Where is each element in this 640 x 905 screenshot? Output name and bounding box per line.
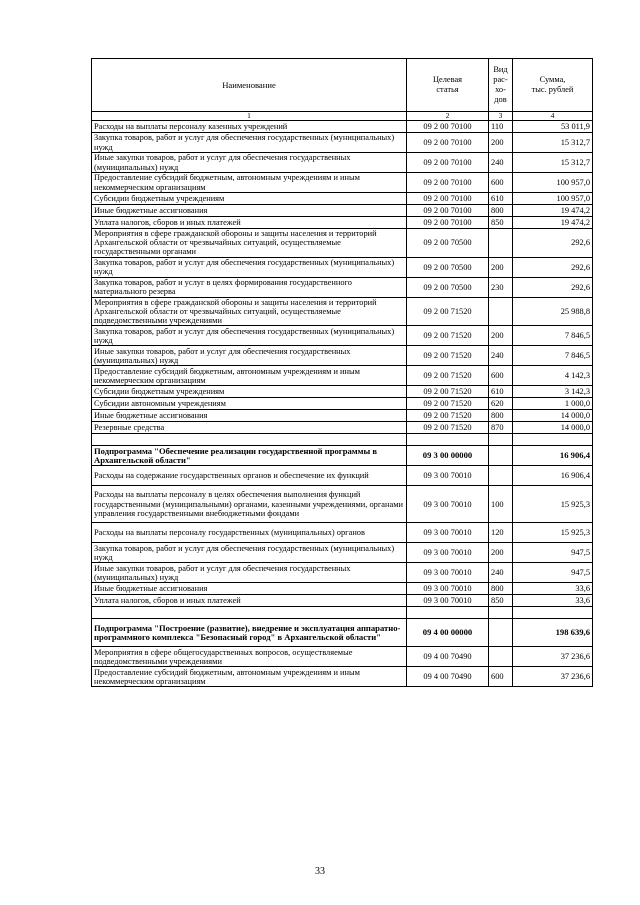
table-row [92, 257, 593, 277]
row-code-cell: 09 2 00 71520 [407, 410, 489, 422]
row-name-cell: Мероприятия в сфере гражданской обороны и защиты населения и территорий Архангельской области от чрезвычайных ситуаций, осуществляемые подведомственными учреждениями [92, 297, 407, 326]
row-sum-cell: 15 312,7 [513, 153, 593, 173]
table-row [92, 410, 593, 422]
row-name-cell: Субсидии бюджетным учреждениям [92, 386, 407, 398]
table-row [92, 563, 593, 583]
row-kind-cell: 610 [489, 193, 513, 205]
table-row [92, 523, 593, 543]
row-code-cell: 09 2 00 70100 [407, 153, 489, 173]
column-number-row [92, 112, 593, 121]
row-code-cell: 09 2 00 70100 [407, 205, 489, 217]
row-code-cell: 09 2 00 71520 [407, 398, 489, 410]
row-code-cell: 09 2 00 70100 [407, 193, 489, 205]
row-sum-cell: 19 474,2 [513, 217, 593, 229]
row-code-cell: 09 2 00 70100 [407, 121, 489, 133]
row-sum-cell: 1 000,0 [513, 398, 593, 410]
row-code-cell: 09 2 00 70100 [407, 133, 489, 153]
spacer-row [92, 607, 593, 619]
row-kind-cell: 240 [489, 153, 513, 173]
row-kind-cell: 200 [489, 326, 513, 346]
row-code-cell: 09 3 00 70010 [407, 563, 489, 583]
table-row [92, 346, 593, 366]
table-row [92, 543, 593, 563]
row-sum-cell: 4 142,3 [513, 366, 593, 386]
row-code-cell: 09 2 00 71520 [407, 297, 489, 326]
row-code-cell: 09 4 00 00000 [407, 619, 489, 647]
column-number: 1 [92, 112, 407, 121]
row-kind-cell [489, 647, 513, 667]
row-name-cell: Закупка товаров, работ и услуг для обеспечения государственных (муниципальных) нужд [92, 543, 407, 563]
row-kind-cell: 200 [489, 543, 513, 563]
row-kind-cell: 120 [489, 523, 513, 543]
row-name-cell: Подпрограмма "Построение (развитие), внедрение и эксплуатация аппаратно-программного комплекса "Безопасный город" в Архангельской области" [92, 619, 407, 647]
row-name-cell: Расходы на выплаты персоналу казенных учреждений [92, 121, 407, 133]
row-code-cell: 09 3 00 70010 [407, 466, 489, 486]
row-kind-cell: 850 [489, 217, 513, 229]
row-code-cell: 09 3 00 70010 [407, 486, 489, 523]
row-name-cell: Подпрограмма "Обеспечение реализации государственной программы в Архангельской области" [92, 446, 407, 466]
row-kind-cell [489, 297, 513, 326]
row-code-cell: 09 2 00 70500 [407, 257, 489, 277]
row-kind-cell: 100 [489, 486, 513, 523]
row-code-cell: 09 3 00 00000 [407, 446, 489, 466]
row-name-cell: Уплата налогов, сборов и иных платежей [92, 595, 407, 607]
row-kind-cell: 800 [489, 583, 513, 595]
table-row [92, 193, 593, 205]
row-code-cell: 09 2 00 71520 [407, 366, 489, 386]
row-code-cell: 09 2 00 71520 [407, 326, 489, 346]
row-name-cell: Мероприятия в сфере общегосударственных вопросов, осуществляемые подведомственными учреждениями [92, 647, 407, 667]
row-sum-cell [513, 607, 593, 619]
row-code-cell: 09 2 00 71520 [407, 386, 489, 398]
row-name-cell: Предоставление субсидий бюджетным, автономным учреждениям и иным некоммерческим организациям [92, 366, 407, 386]
table-row [92, 398, 593, 410]
row-name-cell: Субсидии автономным учреждениям [92, 398, 407, 410]
row-name-cell: Расходы на выплаты персоналу в целях обеспечения выполнения функций государственными (муниципальными) органами, казенными учреждениями, органами управления государственными внебюджетными фондами [92, 486, 407, 523]
row-sum-cell: 100 957,0 [513, 193, 593, 205]
header-sum-line2: тыс. рублей [531, 85, 574, 94]
row-code-cell: 09 3 00 70010 [407, 583, 489, 595]
page-number: 33 [315, 866, 325, 877]
header-code-line2: статья [436, 85, 459, 94]
row-name-cell: Иные бюджетные ассигнования [92, 205, 407, 217]
header-kind-line3: хо- [495, 85, 506, 94]
table-row [92, 205, 593, 217]
header-kind-line4: дов [494, 95, 507, 104]
row-sum-cell: 37 236,6 [513, 647, 593, 667]
row-sum-cell: 15 925,3 [513, 523, 593, 543]
row-sum-cell: 53 011,9 [513, 121, 593, 133]
row-sum-cell: 292,6 [513, 229, 593, 258]
table-row [92, 297, 593, 326]
column-number: 2 [407, 112, 489, 121]
spacer-row [92, 434, 593, 446]
row-name-cell: Мероприятия в сфере гражданской обороны и защиты населения и территорий Архангельской области от чрезвычайных ситуаций, осуществляемые государственными органами [92, 229, 407, 258]
row-code-cell: 09 2 00 71520 [407, 346, 489, 366]
table-body [92, 121, 593, 687]
header-kind-line2: рас- [493, 75, 508, 84]
table-row [92, 466, 593, 486]
row-name-cell: Иные закупки товаров, работ и услуг для обеспечения государственных (муниципальных) нужд [92, 346, 407, 366]
row-code-cell [407, 607, 489, 619]
row-code-cell: 09 2 00 70100 [407, 217, 489, 229]
row-sum-cell: 100 957,0 [513, 173, 593, 193]
row-code-cell: 09 2 00 70500 [407, 277, 489, 297]
row-code-cell: 09 3 00 70010 [407, 595, 489, 607]
row-kind-cell [489, 229, 513, 258]
row-kind-cell: 600 [489, 667, 513, 687]
table-row [92, 133, 593, 153]
table-row [92, 486, 593, 523]
row-name-cell: Иные бюджетные ассигнования [92, 583, 407, 595]
row-code-cell: 09 4 00 70490 [407, 647, 489, 667]
row-sum-cell: 947,5 [513, 543, 593, 563]
budget-table [91, 58, 593, 687]
row-sum-cell: 292,6 [513, 257, 593, 277]
column-number: 3 [489, 112, 513, 121]
row-name-cell: Субсидии бюджетным учреждениям [92, 193, 407, 205]
table-row [92, 121, 593, 133]
row-name-cell: Закупка товаров, работ и услуг для обеспечения государственных (муниципальных) нужд [92, 257, 407, 277]
row-name-cell: Уплата налогов, сборов и иных платежей [92, 217, 407, 229]
row-name-cell: Иные бюджетные ассигнования [92, 410, 407, 422]
row-kind-cell [489, 446, 513, 466]
row-sum-cell: 7 846,5 [513, 346, 593, 366]
row-sum-cell: 33,6 [513, 583, 593, 595]
row-sum-cell: 25 988,8 [513, 297, 593, 326]
row-name-cell: Предоставление субсидий бюджетным, автономным учреждениям и иным некоммерческим организациям [92, 173, 407, 193]
row-sum-cell: 292,6 [513, 277, 593, 297]
row-sum-cell [513, 434, 593, 446]
row-kind-cell: 200 [489, 257, 513, 277]
table-row [92, 277, 593, 297]
row-kind-cell: 230 [489, 277, 513, 297]
table-row [92, 583, 593, 595]
row-kind-cell: 600 [489, 173, 513, 193]
column-number: 4 [513, 112, 593, 121]
table-row [92, 173, 593, 193]
header-kind [489, 59, 513, 112]
row-sum-cell: 14 000,0 [513, 410, 593, 422]
row-name-cell [92, 607, 407, 619]
row-kind-cell: 800 [489, 205, 513, 217]
header-sum [513, 59, 593, 112]
row-sum-cell: 37 236,6 [513, 667, 593, 687]
row-kind-cell: 240 [489, 563, 513, 583]
row-kind-cell: 870 [489, 422, 513, 434]
row-name-cell: Закупка товаров, работ и услуг для обеспечения государственных (муниципальных) нужд [92, 133, 407, 153]
row-sum-cell: 15 312,7 [513, 133, 593, 153]
table-row [92, 647, 593, 667]
row-name-cell: Иные закупки товаров, работ и услуг для обеспечения государственных (муниципальных) нужд [92, 563, 407, 583]
row-kind-cell: 610 [489, 386, 513, 398]
table-row [92, 229, 593, 258]
row-sum-cell: 198 639,6 [513, 619, 593, 647]
row-name-cell [92, 434, 407, 446]
row-name-cell: Закупка товаров, работ и услуг для обеспечения государственных (муниципальных) нужд [92, 326, 407, 346]
row-name-cell: Иные закупки товаров, работ и услуг для обеспечения государственных (муниципальных) нужд [92, 153, 407, 173]
row-sum-cell: 3 142,3 [513, 386, 593, 398]
row-code-cell: 09 2 00 71520 [407, 422, 489, 434]
table-row [92, 619, 593, 647]
row-kind-cell: 800 [489, 410, 513, 422]
row-code-cell [407, 434, 489, 446]
row-kind-cell: 850 [489, 595, 513, 607]
header-sum-line1: Сумма, [539, 75, 566, 84]
row-kind-cell [489, 434, 513, 446]
row-kind-cell: 240 [489, 346, 513, 366]
table-row [92, 217, 593, 229]
row-sum-cell: 16 906,4 [513, 446, 593, 466]
row-code-cell: 09 3 00 70010 [407, 543, 489, 563]
table-row [92, 446, 593, 466]
table-row [92, 153, 593, 173]
row-name-cell: Расходы на выплаты персоналу государственных (муниципальных) органов [92, 523, 407, 543]
header-code-line1: Целевая [432, 75, 463, 84]
table-row [92, 386, 593, 398]
table-row [92, 595, 593, 607]
table-row [92, 366, 593, 386]
row-sum-cell: 19 474,2 [513, 205, 593, 217]
row-sum-cell: 947,5 [513, 563, 593, 583]
row-name-cell: Расходы на содержание государственных органов и обеспечение их функций [92, 466, 407, 486]
header-code [407, 59, 489, 112]
row-sum-cell: 16 906,4 [513, 466, 593, 486]
row-code-cell: 09 2 00 70100 [407, 173, 489, 193]
row-kind-cell [489, 607, 513, 619]
header-kind-line1: Вид [493, 65, 508, 74]
row-code-cell: 09 3 00 70010 [407, 523, 489, 543]
row-name-cell: Предоставление субсидий бюджетным, автономным учреждениям и иным некоммерческим организациям [92, 667, 407, 687]
row-kind-cell: 200 [489, 133, 513, 153]
row-kind-cell: 620 [489, 398, 513, 410]
row-sum-cell: 33,6 [513, 595, 593, 607]
table-header-row [92, 59, 593, 112]
row-code-cell: 09 4 00 70490 [407, 667, 489, 687]
header-name: Наименование [92, 59, 407, 112]
row-code-cell: 09 2 00 70500 [407, 229, 489, 258]
row-kind-cell [489, 619, 513, 647]
row-kind-cell: 110 [489, 121, 513, 133]
row-kind-cell [489, 466, 513, 486]
table-row [92, 667, 593, 687]
row-name-cell: Закупка товаров, работ и услуг в целях формирования государственного материального резерва [92, 277, 407, 297]
row-kind-cell: 600 [489, 366, 513, 386]
row-sum-cell: 7 846,5 [513, 326, 593, 346]
row-sum-cell: 15 925,3 [513, 486, 593, 523]
table-row [92, 326, 593, 346]
table-row [92, 422, 593, 434]
row-name-cell: Резервные средства [92, 422, 407, 434]
row-sum-cell: 14 000,0 [513, 422, 593, 434]
